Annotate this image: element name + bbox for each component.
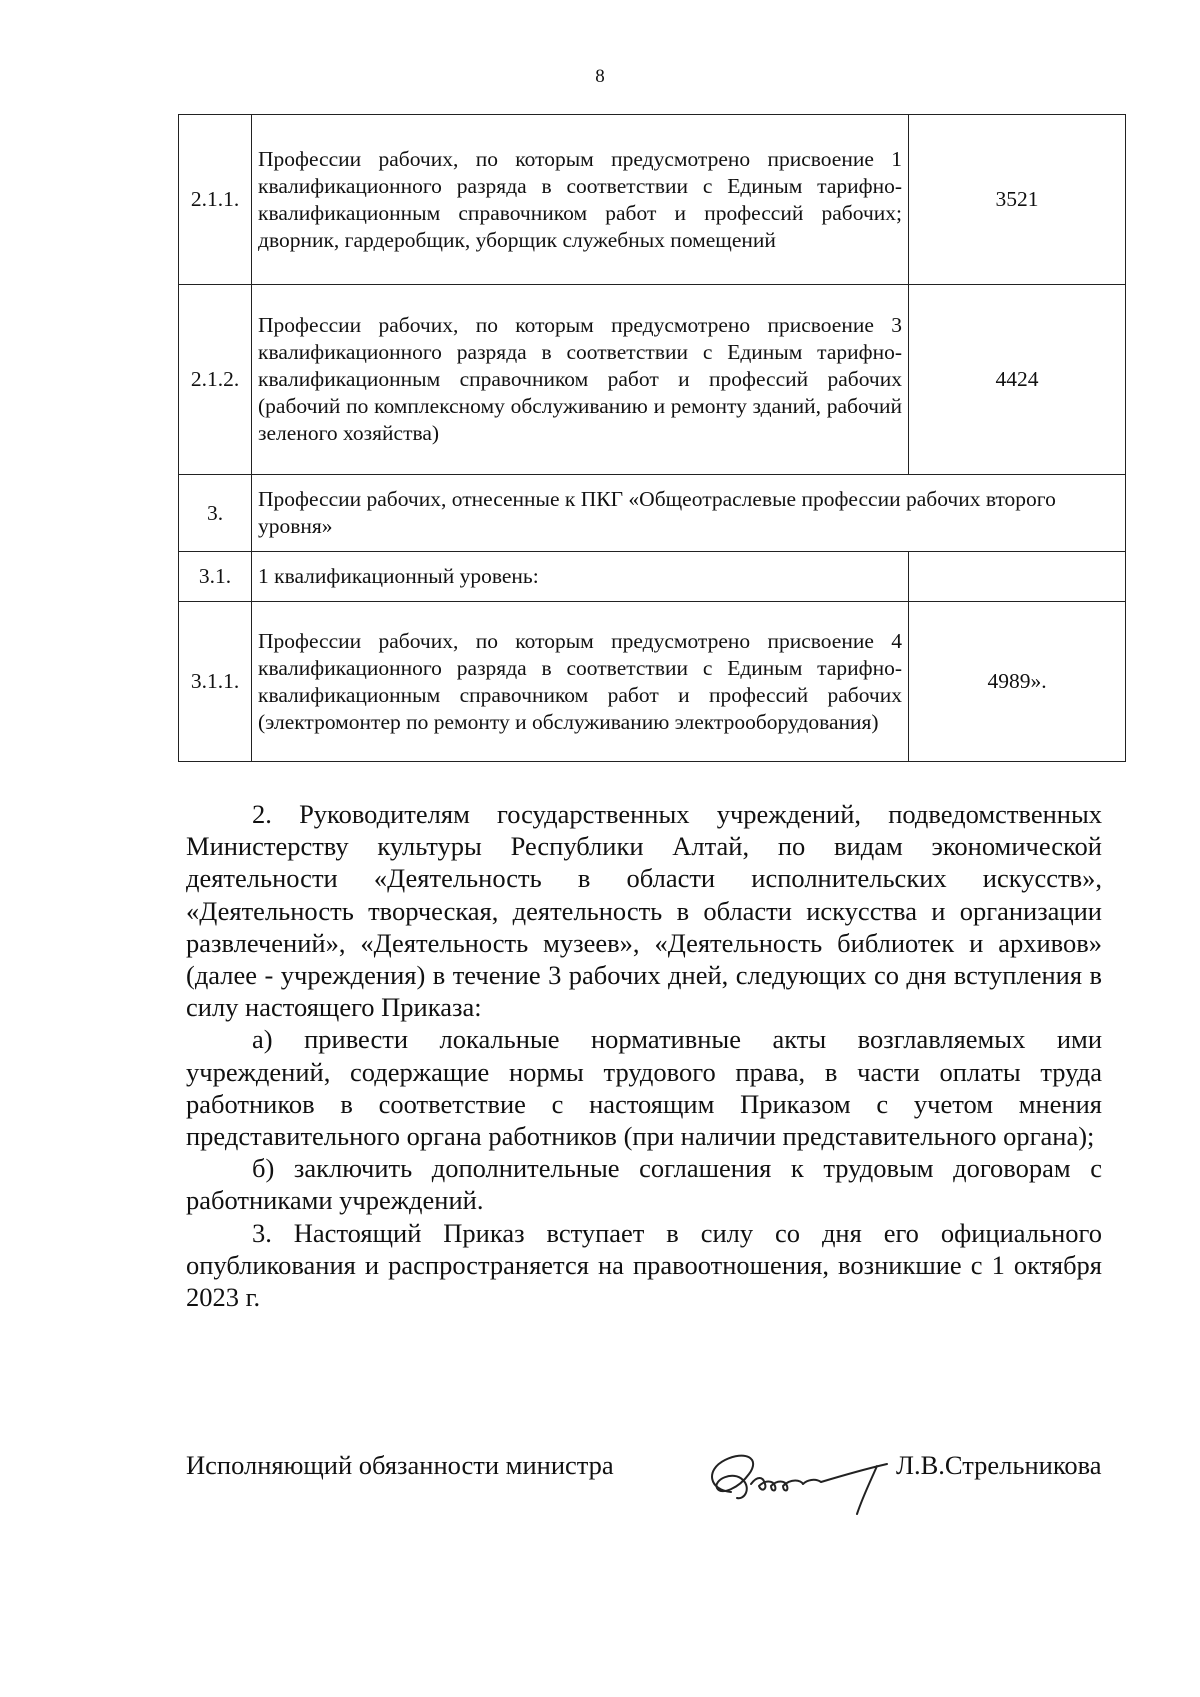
paragraph-3: 3. Настоящий Приказ вступает в силу со дня его официального опубликования и распространяется на правоотношения, возникшие с 1 октября 2023 г. — [186, 1217, 1102, 1313]
salary-table — [178, 114, 1126, 762]
row-number: 3.1. — [179, 552, 252, 602]
signature-block — [186, 1440, 1102, 1520]
handwritten-signature — [691, 1440, 921, 1520]
row-value: 4989». — [909, 602, 1126, 762]
table-row — [179, 552, 1126, 602]
table-row — [179, 475, 1126, 552]
table-row — [179, 285, 1126, 475]
row-number: 2.1.2. — [179, 285, 252, 475]
row-description: Профессии рабочих, по которым предусмотрено присвоение 3 квалификационного разряда в соответствии с Единым тарифно-квалификационным справочником работ и профессий рабочих (рабочий по комплексному обслуживанию и ремонту зданий, рабочий зеленого хозяйства) — [252, 285, 909, 475]
paragraph-2b: б) заключить дополнительные соглашения к трудовым договорам с работниками учреждений. — [186, 1153, 1102, 1216]
row-description: 1 квалификационный уровень: — [252, 552, 909, 602]
row-description: Профессии рабочих, отнесенные к ПКГ «Общеотраслевые профессии рабочих второго уровня» — [252, 475, 1126, 552]
row-value: 4424 — [909, 285, 1126, 475]
paragraph-2: 2. Руководителям государственных учреждений, подведомственных Министерству культуры Республики Алтай, по видам экономической деятельности «Деятельность в области исполнительских искусств», «Деятельность творческая, деятельность в области искусства и организации развлечений», «Деятельность музеев», «Деятельность библиотек и архивов» (далее - учреждения) в течение 3 рабочих дней, следующих со дня вступления в силу настоящего Приказа: — [186, 799, 1102, 1023]
signatory-name: Л.В.Стрельникова — [896, 1450, 1102, 1480]
signatory-title: Исполняющий обязанности министра — [186, 1450, 614, 1480]
row-value — [909, 552, 1126, 602]
row-number: 2.1.1. — [179, 115, 252, 285]
row-number: 3.1.1. — [179, 602, 252, 762]
page-number: 8 — [595, 66, 605, 87]
table-row — [179, 115, 1126, 285]
row-description: Профессии рабочих, по которым предусмотрено присвоение 1 квалификационного разряда в соответствии с Единым тарифно-квалификационным справочником работ и профессий рабочих; дворник, гардеробщик, уборщик служебных помещений — [252, 115, 909, 285]
row-number: 3. — [179, 475, 252, 552]
paragraph-2a: а) привести локальные нормативные акты возглавляемых ими учреждений, содержащие нормы трудового права, в части оплаты труда работников в соответствие с настоящим Приказом с учетом мнения представительного органа работников (при наличии представительного органа); — [186, 1024, 1102, 1152]
table-row — [179, 602, 1126, 762]
order-body — [186, 798, 1102, 1313]
row-value: 3521 — [909, 115, 1126, 285]
row-description: Профессии рабочих, по которым предусмотрено присвоение 4 квалификационного разряда в соответствии с Единым тарифно-квалификационным справочником работ и профессий рабочих (электромонтер по ремонту и обслуживанию электрооборудования) — [252, 602, 909, 762]
